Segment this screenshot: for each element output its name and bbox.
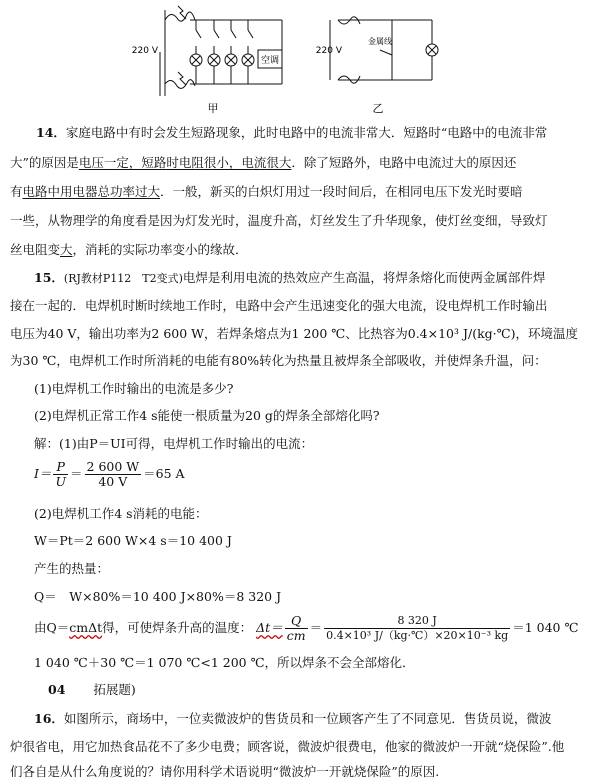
jia-branch-4 <box>242 20 254 84</box>
sol4-formula: cmΔt <box>69 620 103 635</box>
q14-answer-1: 电压一定，短路时电阻很小，电流很大 <box>78 155 292 170</box>
jia-voltage-label: 220 V <box>131 46 158 56</box>
q15-solution-2: (2)电焊机工作4 s消耗的电能： <box>34 506 208 521</box>
jia-branch-2 <box>208 20 220 84</box>
q16-number: 16． <box>34 711 64 726</box>
q15-line-4 <box>10 352 547 370</box>
q15-text-3: 电压为40 V，输出功率为2 600 W，若焊条熔点为1 200 ℃、比热容为0.4×10³ J/(kg·℃)，环境温度 <box>10 326 579 341</box>
q14-line-5 <box>10 241 248 259</box>
sol4-a: 由Q＝ <box>34 620 70 635</box>
q15-equation-4 <box>34 614 578 643</box>
jia-branch-3 <box>225 20 237 84</box>
q15-equation-1 <box>34 460 185 489</box>
eq4-frac-1: $\frac{Q}{cm}$ <box>286 613 306 643</box>
q15-line-1 <box>34 269 545 288</box>
yi-wire-label: 金属线 <box>368 37 392 46</box>
q15-line-3 <box>10 325 578 343</box>
section-title: 拓展题) <box>93 682 136 697</box>
q15-text-2: 接在一起的．电焊机时断时续地工作时，电路中会产生迅速变化的强大电流，设电焊机工作时输出 <box>10 298 548 313</box>
q14-text-3a: 有 <box>10 184 23 199</box>
jia-appliance-label: 空调 <box>260 56 280 66</box>
q16-line-3 <box>10 763 439 781</box>
eq1-rhs: ＝65 A <box>143 466 185 481</box>
q15-subq-1: (1)电焊机工作时输出的电流是多少? <box>34 381 234 396</box>
eq4-rhs: ＝1 040 ℃ <box>512 620 579 635</box>
sol4-b: 得，可使焊条升高的温度： <box>102 620 253 635</box>
q14-line-3 <box>10 183 523 201</box>
q14-text-5a: 丝电阻变 <box>10 242 61 257</box>
q15-equation-3: Q＝ W×80%＝10 400 J×80%＝8 320 J <box>34 589 282 604</box>
q14-answer-2: 电路中用电器总功率过大 <box>22 184 161 199</box>
q14-text-4: 一些，从物理学的角度看是因为灯发光时，温度升高，灯丝发生了升华现象，使灯丝变细，导致灯 <box>10 213 548 228</box>
section-header <box>48 681 136 699</box>
q15-solution-5: 1 040 ℃＋30 ℃＝1 070 ℃<1 200 ℃，所以焊条不会全部熔化． <box>34 655 415 670</box>
q14-text-3c: ．一般，新买的白炽灯用过一段时间后，在相同电压下发光时要暗 <box>160 184 523 199</box>
q14-answer-3: 大 <box>60 242 73 257</box>
q14-text-1: 家庭电路中有时会发生短路现象，此时电路中的电流非常大．短路时“电路中的电流非常 <box>65 125 548 140</box>
q15-text-4: 为30 ℃，电焊机工作时所消耗的电能有80%转化为热量且被焊条全部吸收，并使焊条升温，问： <box>10 353 547 368</box>
q15-source: (RJ教材P112 T2变式) <box>63 272 183 285</box>
q14-text-2a: 大”的原因是 <box>10 155 79 170</box>
q14-line-4 <box>10 212 548 230</box>
eq4-lhs: Δt＝ <box>256 620 283 635</box>
q14-text-2c: ．除了短路外，电路中电流过大的原因还 <box>291 155 517 170</box>
yi-voltage-label: 220 V <box>315 46 342 56</box>
eq1-frac-2: $\frac{2 600 W}{40 V}$ <box>86 459 140 489</box>
circuit-diagrams-svg <box>0 0 592 118</box>
q15-subq-2: (2)电焊机正常工作4 s能使一根质量为20 g的焊条全部熔化吗? <box>34 408 380 423</box>
section-number: 04 <box>48 682 66 697</box>
circuit-jia <box>160 6 282 96</box>
jia-caption: 甲 <box>207 102 219 115</box>
q14-line-1 <box>36 124 547 142</box>
q15-number: 15． <box>34 270 64 285</box>
q16-text-3: 们各自是从什么角度说的？请你用科学术语说明“微波炉一开就烧保险”的原因. <box>10 764 440 779</box>
q14-line-2 <box>10 154 516 172</box>
q15-text-1: 电焊是利用电流的热效应产生高温，将焊条熔化而使两金属部件焊 <box>182 270 546 285</box>
eq1-mid: ＝ <box>70 466 83 481</box>
circuit-yi <box>330 17 438 83</box>
q16-line-2 <box>10 738 564 756</box>
q14-text-5c: ，消耗的实际功率变小的缘故． <box>72 242 248 257</box>
q15-line-2 <box>10 297 548 315</box>
q15-equation-2: W＝Pt＝2 600 W×4 s＝10 400 J <box>34 533 232 548</box>
yi-caption: 乙 <box>372 102 384 115</box>
q16-text-1: 如图所示，商场中，一位卖微波炉的售货员和一位顾客产生了不同意见．售货员说，微波 <box>63 711 552 726</box>
eq4-mid: ＝ <box>309 620 323 635</box>
q14-number: 14． <box>36 125 66 140</box>
eq1-frac-1: $\frac{P}{U}$ <box>55 459 66 489</box>
q16-line-1 <box>34 710 551 728</box>
q15-solution-1: 解：(1)由P＝UI可得，电焊机工作时输出的电流： <box>34 436 314 451</box>
eq1-lhs: I＝ <box>34 466 52 481</box>
jia-branch-1 <box>190 20 202 84</box>
circuit-figures <box>0 0 592 118</box>
q16-text-2: 炉很省电，用它加热食品花不了多少电费；顾客说，微波炉很费电，他家的微波炉一开就“烧保险”.他 <box>10 739 565 754</box>
eq4-frac-2: $\frac{8 320 J}{\text{0.4×10³ J/（kg·℃）×20×10⁻³ kg}}$ <box>326 614 509 642</box>
q15-solution-3: 产生的热量： <box>34 561 110 576</box>
